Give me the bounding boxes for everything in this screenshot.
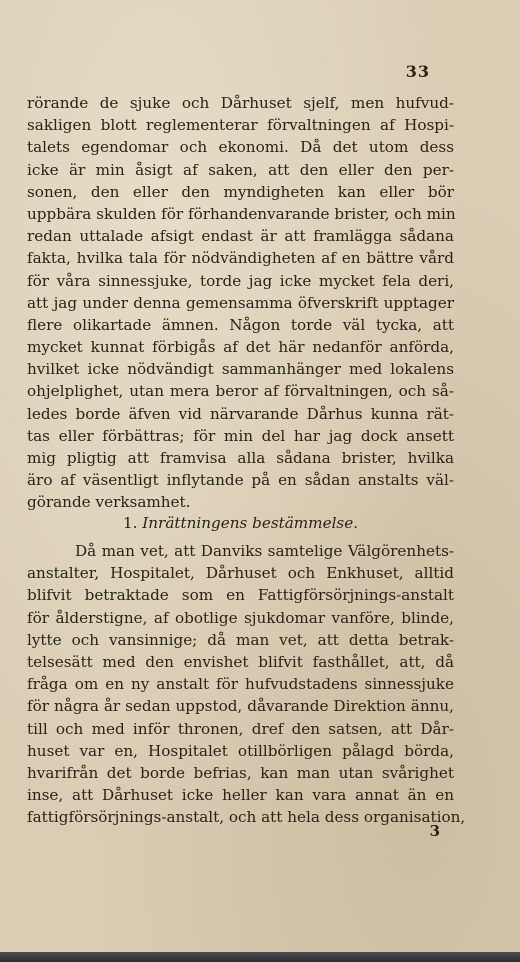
paragraph-1	[27, 92, 454, 514]
text-line: telsesätt med den envishet blifvit fasthållet, att, då	[27, 652, 454, 671]
text-line: sonen, den eller den myndigheten kan eller bör	[27, 182, 454, 201]
text-line: huset var en, Hospitalet otillbörligen pålagd börda,	[27, 741, 454, 760]
text-line: Då man vet, att Danviks samtelige Välgörenhets-	[75, 542, 454, 560]
text-line: anstalter, Hospitalet, Dårhuset och Enkhuset, alltid	[27, 564, 454, 583]
page-edge	[0, 952, 520, 962]
text-line: hvarifrån det borde befrias, kan man utan svårighet	[27, 763, 454, 782]
text-line: rörande de sjuke och Dårhuset sjelf, men hufvud-	[27, 94, 454, 112]
text-line: görande verksamhet.	[27, 493, 191, 512]
paragraph-2	[27, 540, 466, 828]
text-line: uppbära skulden för förhandenvarande brister, och min	[27, 204, 456, 223]
text-line: inse, att Dårhuset icke heller kan vara annat än en	[27, 786, 454, 805]
text-line: icke är min åsigt af saken, att den eller den per-	[27, 160, 454, 179]
text-line: hvilket icke nödvändigt sammanhänger med lokalens	[27, 360, 454, 379]
section-number: 1.	[122, 514, 138, 532]
text-line: för några år sedan uppstod, dåvarande Direktion ännu,	[27, 697, 454, 716]
text-line: ledes borde äfven vid närvarande Dårhus kunna rät-	[27, 404, 454, 423]
text-line: mig pligtig att framvisa alla sådana brister, hvilka	[27, 449, 454, 467]
text-line: fattigförsörjnings-anstalt, och att hela dess organisation,	[27, 808, 466, 827]
signature-mark: 3	[429, 822, 440, 840]
text-line: redan uttalade afsigt endast är att framlägga sådana	[27, 227, 454, 246]
text-line: tas eller förbättras; för min del har jag dock ansett	[27, 426, 454, 445]
text-line: äro af väsentligt inflytande på en sådan anstalts väl-	[27, 471, 454, 490]
text-line: mycket kunnat förbigås af det här nedanför anförda,	[27, 338, 454, 357]
text-line: fakta, hvilka tala för nödvändigheten af en bättre vård	[27, 249, 454, 268]
text-line: flere olikartade ämnen. Någon torde väl tycka, att	[27, 315, 454, 334]
text-line: fråga om en ny anstalt för hufvudstadens sinnessjuke	[27, 675, 454, 694]
text-line: till och med inför thronen, dref den satsen, att Dår-	[27, 719, 454, 738]
text-line: lytte och vansinnige; då man vet, att detta betrak-	[27, 630, 454, 649]
section-title: Inrättningens bestämmelse.	[142, 514, 359, 532]
text-line: att jag under denna gemensamma öfverskrift upptager	[27, 293, 454, 312]
text-line: ohjelplighet, utan mera beror af förvaltningen, och så-	[27, 382, 454, 401]
text-line: för våra sinnessjuke, torde jag icke mycket fela deri,	[27, 271, 454, 290]
page-number: 33	[405, 62, 430, 81]
text-line: för ålderstigne, af obotlige sjukdomar vanföre, blinde,	[27, 608, 454, 627]
text-line: sakligen blott reglementerar förvaltningen af Hospi-	[27, 116, 454, 135]
text-line: talets egendomar och ekonomi. Då det utom dess	[27, 138, 454, 157]
text-line: blifvit betraktade som en Fattigförsörjnings-anstalt	[27, 586, 454, 605]
section-heading	[27, 512, 454, 534]
